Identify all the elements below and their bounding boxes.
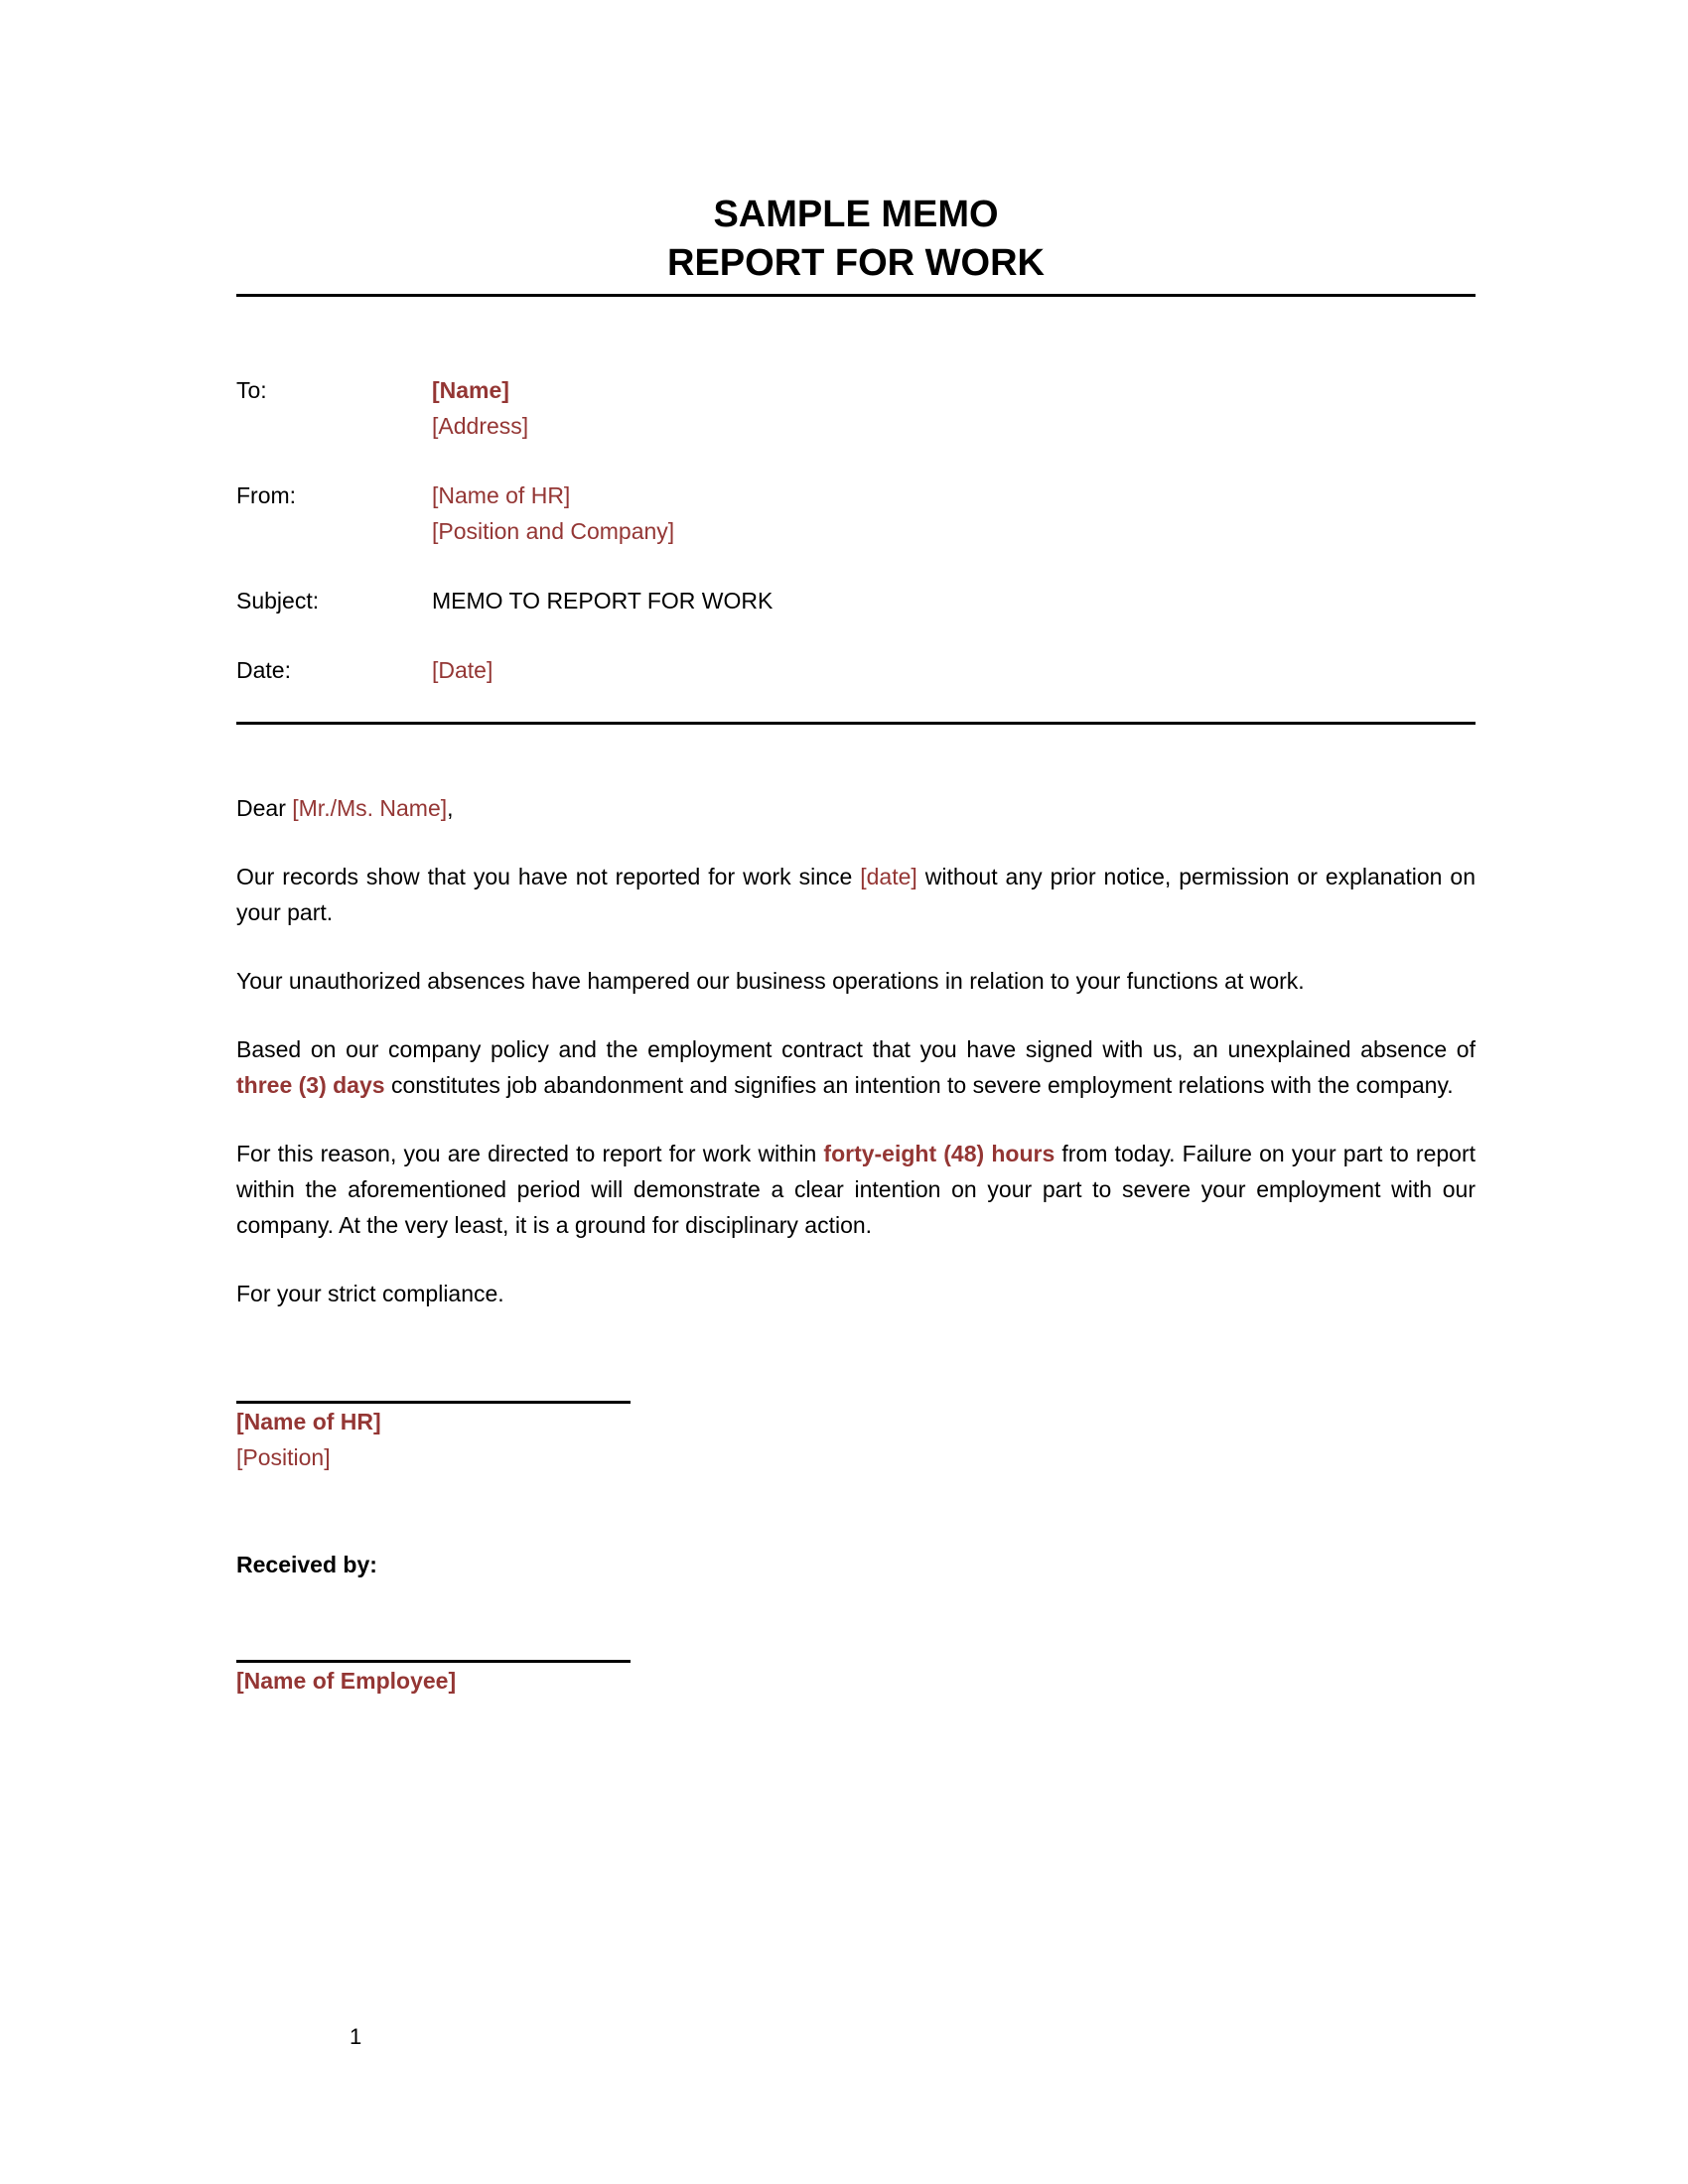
title-divider — [236, 294, 1476, 297]
paragraph-5: For your strict compliance. — [236, 1281, 504, 1306]
from-name: [Name of HR] — [432, 482, 571, 508]
memo-title-line2: REPORT FOR WORK — [667, 242, 1045, 284]
paragraph-3-text-before: Based on our company policy and the employment contract that you have signed with us, an unexplained absence of — [236, 1036, 1476, 1062]
paragraph-2: Your unauthorized absences have hampered our business operations in relation to your functions at work. — [236, 968, 1305, 994]
memo-header-fields — [236, 372, 1476, 688]
page-number: 1 — [350, 2024, 362, 2049]
memo-content — [236, 191, 1476, 1699]
paragraph-4 — [236, 1136, 1476, 1243]
salutation-suffix: , — [447, 795, 454, 821]
paragraph-3-highlight: three (3) days — [236, 1072, 385, 1098]
from-label: From: — [236, 482, 297, 508]
paragraph-3-text-after: constitutes job abandonment and signifies an intention to severe employment relations with the company. — [384, 1072, 1454, 1098]
to-value — [432, 372, 1476, 444]
subject-label: Subject: — [236, 588, 320, 614]
employee-signature-block — [236, 1660, 1476, 1699]
paragraph-1 — [236, 859, 1476, 930]
date-row — [236, 652, 1476, 688]
memo-title — [236, 191, 1476, 288]
paragraph-1-text-after: without any prior notice, permission or explanation on your part. — [236, 864, 1476, 925]
salutation-prefix: Dear — [236, 795, 293, 821]
employee-signature-name: [Name of Employee] — [236, 1668, 457, 1694]
paragraph-1-highlight: [date] — [860, 864, 917, 889]
to-address: [Address] — [432, 413, 529, 439]
hr-signature-position: [Position] — [236, 1444, 331, 1470]
header-divider — [236, 722, 1476, 725]
from-row — [236, 478, 1476, 549]
received-by-label: Received by: — [236, 1552, 377, 1577]
subject-row — [236, 583, 1476, 618]
subject-value: MEMO TO REPORT FOR WORK — [432, 588, 774, 614]
date-value: [Date] — [432, 657, 493, 683]
paragraph-1-text-before: Our records show that you have not reported for work since — [236, 864, 861, 889]
to-label: To: — [236, 377, 267, 403]
date-label: Date: — [236, 657, 291, 683]
to-name: [Name] — [432, 377, 509, 403]
to-row — [236, 372, 1476, 444]
paragraph-3 — [236, 1031, 1476, 1103]
memo-title-line1: SAMPLE MEMO — [713, 194, 999, 235]
salutation-name: [Mr./Ms. Name] — [292, 795, 448, 821]
paragraph-4-text-after: from today. Failure on your part to report within the aforementioned period will demonstrate a clear intention on your part to severe your employment with our company. At the very least, it is a ground for disciplinary action. — [236, 1141, 1477, 1238]
hr-signature-name: [Name of HR] — [236, 1409, 381, 1434]
paragraph-4-text-before: For this reason, you are directed to report for work within — [236, 1141, 824, 1166]
hr-signature-block — [236, 1401, 1476, 1475]
salutation — [236, 790, 1476, 826]
paragraph-4-highlight: forty-eight (48) hours — [823, 1141, 1055, 1166]
from-value — [432, 478, 1476, 549]
from-position: [Position and Company] — [432, 518, 675, 544]
